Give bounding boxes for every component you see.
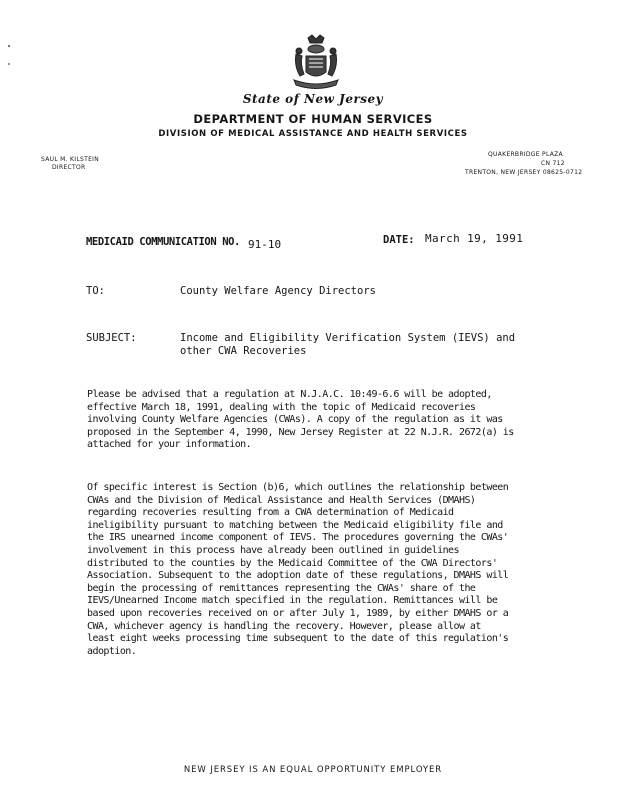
text-line: involving County Welfare Agencies (CWAs). A copy of the regulation as it was — [87, 414, 503, 426]
text-line: CWA, whichever agency is handling the recovery. However, please allow at — [87, 620, 481, 632]
subject-line: Income and Eligibility Verification System (IEVS) and — [180, 332, 516, 344]
text-line: regarding recoveries resulting from a CWA determination of Medicaid — [87, 507, 454, 519]
address-line: QUAKERBRIDGE PLAZA — [488, 151, 563, 158]
text-line: effective March 18, 1991, dealing with the topic of Medicaid recoveries — [87, 401, 476, 413]
to-label: TO: — [86, 285, 105, 297]
address-line: CN 712 — [541, 160, 565, 167]
text-line: least eight weeks processing time subsequent to the date of this regulation's — [87, 633, 509, 645]
text-line: proposed in the September 4, 1990, New Jersey Register at 22 N.J.R. 2672(a) is — [87, 426, 514, 438]
paragraph-2 — [87, 482, 547, 658]
director-name: SAUL M. KILSTEIN — [41, 156, 100, 163]
state-name: State of New Jersey — [242, 92, 384, 106]
communication-label: MEDICAID COMMUNICATION NO. — [86, 236, 240, 248]
text-line: begin the processing of remittances representing the CWAs' share of the — [87, 582, 476, 594]
text-line: attached for your information. — [87, 439, 252, 451]
subject-line: other CWA Recoveries — [180, 345, 307, 357]
to-value: County Welfare Agency Directors — [180, 285, 376, 297]
address-line: TRENTON, NEW JERSEY 08625-0712 — [465, 169, 583, 176]
text-line: adoption. — [87, 645, 137, 657]
text-line: the IRS unearned income component of IEVS. The procedures governing the CWAs' — [87, 532, 509, 544]
margin-mark — [8, 45, 10, 47]
margin-mark — [8, 63, 10, 65]
text-line: CWAs and the Division of Medical Assistance and Health Services (DMAHS) — [87, 494, 476, 506]
text-line: IEVS/Unearned Income match specified in the regulation. Remittances will be — [87, 595, 498, 607]
communication-number: 91-10 — [248, 238, 282, 251]
division-name: DIVISION OF MEDICAL ASSISTANCE AND HEALTH SERVICES — [158, 129, 468, 139]
text-line: ineligibility pursuant to matching between the Medicaid eligibility file and — [87, 519, 503, 531]
date-value: March 19, 1991 — [425, 232, 524, 245]
text-line: based upon recoveries received on or after July 1, 1989, by either DMAHS or a — [87, 607, 509, 619]
director-title: DIRECTOR — [52, 164, 86, 171]
department-name: DEPARTMENT OF HUMAN SERVICES — [193, 112, 433, 126]
text-line: Of specific interest is Section (b)6, which outlines the relationship between — [87, 482, 509, 493]
text-line: Please be advised that a regulation at N.J.A.C. 10:49-6.6 will be adopted, — [87, 389, 492, 400]
footer-text: NEW JERSEY IS AN EQUAL OPPORTUNITY EMPLOYER — [183, 765, 443, 775]
text-line: distributed to the counties by the Medicaid Committee of the CWA Directors' — [87, 557, 498, 569]
date-label: DATE: — [383, 234, 415, 246]
text-line: Association. Subsequent to the adoption date of these regulations, DMAHS will — [87, 570, 509, 582]
paragraph-1 — [87, 389, 547, 452]
state-seal-icon — [290, 34, 342, 90]
text-line: involvement in this process have already been outlined in guidelines — [87, 544, 459, 556]
subject-label: SUBJECT: — [86, 332, 137, 344]
